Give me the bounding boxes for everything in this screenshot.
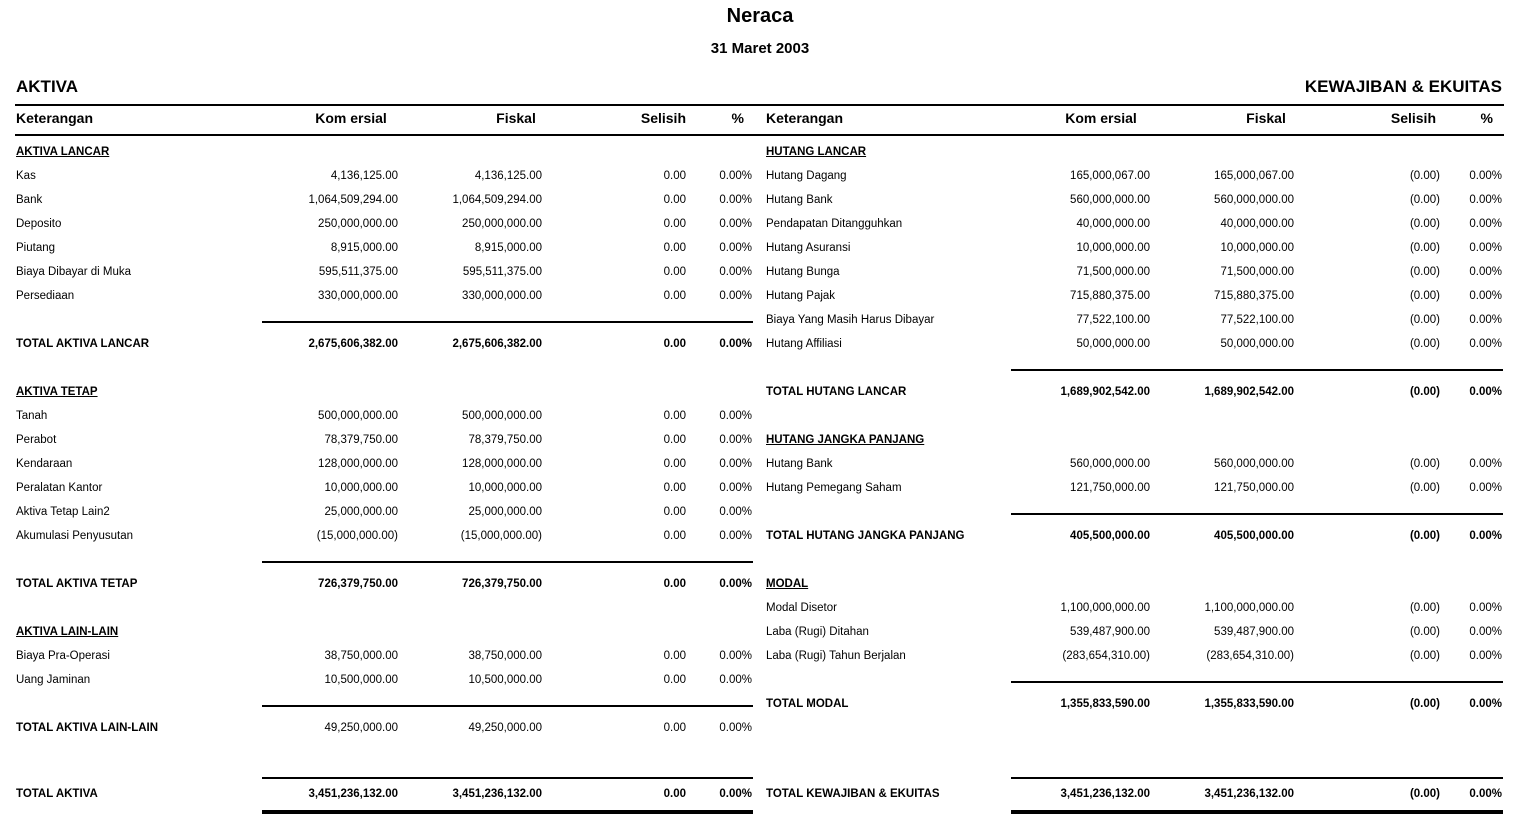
row-label: Uang Jaminan [16,674,91,686]
total-komersial: 726,379,750.00 [318,578,398,590]
total-fiskal: 405,500,000.00 [1214,530,1294,542]
row-label: Biaya Yang Masih Harus Dibayar [766,314,935,326]
table-row [16,648,756,672]
row-label: Hutang Bank [766,458,833,470]
subtotal-rule [1011,681,1503,683]
table-row [16,480,756,504]
table-row [766,264,1506,288]
row-komersial: 595,511,375.00 [318,266,398,278]
row-label: Kendaraan [16,458,73,470]
table-row [16,216,756,240]
row-fiskal: 71,500,000.00 [1220,266,1294,278]
total-fiskal: 1,689,902,542.00 [1204,386,1294,398]
col-header-keterangan: Keterangan [766,110,844,126]
row-persen: 0.00% [719,218,752,230]
row-selisih: 0.00 [663,434,686,446]
row-label: Tanah [16,410,48,422]
col-header-komersial: Kom ersial [315,110,387,126]
row-fiskal: 500,000,000.00 [462,410,542,422]
grand-total-rule [262,777,753,779]
row-selisih: 0.00 [663,458,686,470]
total-label: TOTAL AKTIVA LAIN-LAIN [16,722,159,734]
row-fiskal: (283,654,310.00) [1206,650,1294,662]
row-komersial: 1,064,509,294.00 [308,194,398,206]
row-selisih: 0.00 [663,506,686,518]
group-heading [16,144,756,168]
row-selisih: 0.00 [663,674,686,686]
total-persen: 0.00% [719,338,752,350]
total-persen: 0.00% [1469,386,1502,398]
row-selisih: 0.00 [663,410,686,422]
row-fiskal: 10,500,000.00 [468,674,542,686]
row-komersial: 539,487,900.00 [1070,626,1150,638]
grand-total-selisih: (0.00) [1409,788,1440,800]
row-fiskal: 78,379,750.00 [468,434,542,446]
group-heading [766,432,1506,456]
subtotal-rule [262,561,753,563]
total-fiskal: 49,250,000.00 [468,722,542,734]
row-selisih: 0.00 [663,290,686,302]
total-row [766,384,1506,408]
group-label: HUTANG JANGKA PANJANG [766,434,925,446]
row-persen: 0.00% [1469,266,1502,278]
grand-total-fiskal: 3,451,236,132.00 [452,788,542,800]
row-fiskal: 8,915,000.00 [474,242,542,254]
row-persen: 0.00% [719,530,752,542]
row-selisih: (0.00) [1409,218,1440,230]
row-fiskal: 165,000,067.00 [1214,170,1294,182]
row-fiskal: 330,000,000.00 [462,290,542,302]
table-row [16,408,756,432]
row-selisih: (0.00) [1409,242,1440,254]
row-komersial: 121,750,000.00 [1070,482,1150,494]
row-label: Hutang Bunga [766,266,840,278]
col-header-persen: % [731,110,744,126]
row-komersial: 500,000,000.00 [318,410,398,422]
row-label: Hutang Dagang [766,170,847,182]
group-heading [16,624,756,648]
table-row [766,648,1506,672]
section-title-aktiva: AKTIVA [16,77,79,96]
row-komersial: 71,500,000.00 [1076,266,1150,278]
row-label: Peralatan Kantor [16,482,103,494]
table-row [16,192,756,216]
total-label: TOTAL AKTIVA LANCAR [16,338,150,350]
row-persen: 0.00% [1469,458,1502,470]
row-label: Hutang Asuransi [766,242,851,254]
grand-total-komersial: 3,451,236,132.00 [1060,788,1150,800]
col-header-keterangan: Keterangan [16,110,94,126]
group-label: AKTIVA LAIN-LAIN [16,626,119,638]
table-row [16,504,756,528]
row-persen: 0.00% [719,194,752,206]
row-label: Akumulasi Penyusutan [16,530,133,542]
section-title-kewajiban-ekuitas: KEWAJIBAN & EKUITAS [1304,77,1502,96]
total-persen: 0.00% [719,578,752,590]
header-bottom-rule [15,134,1504,136]
subtotal-rule [1011,513,1503,515]
row-selisih: 0.00 [663,170,686,182]
grand-total-double-rule [262,810,753,814]
total-selisih: (0.00) [1409,530,1440,542]
row-fiskal: 560,000,000.00 [1214,194,1294,206]
row-komersial: (283,654,310.00) [1062,650,1150,662]
row-selisih: (0.00) [1409,650,1440,662]
row-fiskal: 38,750,000.00 [468,650,542,662]
row-fiskal: 1,100,000,000.00 [1204,602,1294,614]
total-selisih: (0.00) [1409,386,1440,398]
row-persen: 0.00% [719,674,752,686]
table-row [766,456,1506,480]
grand-total-label: TOTAL AKTIVA [16,788,98,800]
row-persen: 0.00% [1469,650,1502,662]
row-komersial: 40,000,000.00 [1076,218,1150,230]
row-komersial: 560,000,000.00 [1070,194,1150,206]
grand-total-fiskal: 3,451,236,132.00 [1204,788,1294,800]
row-fiskal: 250,000,000.00 [462,218,542,230]
row-fiskal: 121,750,000.00 [1214,482,1294,494]
total-selisih: 0.00 [663,722,686,734]
subtotal-rule [262,705,753,707]
row-selisih: 0.00 [663,530,686,542]
table-row [16,672,756,696]
grand-total-double-rule [1011,810,1503,814]
table-row [766,480,1506,504]
total-komersial: 1,689,902,542.00 [1060,386,1150,398]
row-fiskal: 128,000,000.00 [462,458,542,470]
row-persen: 0.00% [719,242,752,254]
table-row [16,240,756,264]
total-row [16,336,756,360]
total-komersial: 2,675,606,382.00 [308,338,398,350]
row-persen: 0.00% [719,482,752,494]
grand-total-selisih: 0.00 [663,788,686,800]
row-label: Hutang Bank [766,194,833,206]
row-selisih: 0.00 [663,650,686,662]
table-row [766,168,1506,192]
row-komersial: 1,100,000,000.00 [1060,602,1150,614]
row-label: Persediaan [16,290,75,302]
grand-total-label: TOTAL KEWAJIBAN & EKUITAS [766,788,940,800]
grand-total-persen: 0.00% [1469,788,1502,800]
group-heading [766,576,1506,600]
subtotal-rule [262,321,753,323]
row-persen: 0.00% [1469,626,1502,638]
row-selisih: (0.00) [1409,170,1440,182]
total-label: TOTAL AKTIVA TETAP [16,578,138,590]
total-fiskal: 2,675,606,382.00 [452,338,542,350]
row-selisih: (0.00) [1409,266,1440,278]
row-label: Pendapatan Ditangguhkan [766,218,903,230]
row-komersial: 78,379,750.00 [324,434,398,446]
row-persen: 0.00% [719,170,752,182]
table-row [16,264,756,288]
row-komersial: 560,000,000.00 [1070,458,1150,470]
row-selisih: 0.00 [663,218,686,230]
grand-total-row [766,786,1506,810]
grand-total-persen: 0.00% [719,788,752,800]
report-date: 31 Maret 2003 [710,40,810,57]
row-selisih: 0.00 [663,194,686,206]
row-komersial: 10,000,000.00 [1076,242,1150,254]
row-komersial: 330,000,000.00 [318,290,398,302]
row-komersial: 10,000,000.00 [324,482,398,494]
row-fiskal: 560,000,000.00 [1214,458,1294,470]
row-fiskal: 77,522,100.00 [1220,314,1294,326]
table-row [766,240,1506,264]
row-fiskal: 50,000,000.00 [1220,338,1294,350]
table-row [16,456,756,480]
group-heading [16,384,756,408]
table-row [766,288,1506,312]
row-label: Biaya Pra-Operasi [16,650,110,662]
row-fiskal: 1,064,509,294.00 [452,194,542,206]
row-label: Deposito [16,218,62,230]
row-fiskal: 10,000,000.00 [468,482,542,494]
row-label: Laba (Rugi) Ditahan [766,626,869,638]
row-fiskal: 595,511,375.00 [462,266,542,278]
row-persen: 0.00% [719,434,752,446]
row-label: Hutang Pemegang Saham [766,482,902,494]
row-label: Piutang [16,242,56,254]
row-label: Perabot [16,434,57,446]
col-header-persen: % [1480,110,1493,126]
row-persen: 0.00% [1469,194,1502,206]
row-komersial: 25,000,000.00 [324,506,398,518]
row-persen: 0.00% [1469,170,1502,182]
total-selisih: 0.00 [663,578,686,590]
row-persen: 0.00% [1469,218,1502,230]
table-row [16,288,756,312]
total-label: TOTAL MODAL [766,698,849,710]
row-selisih: (0.00) [1409,626,1440,638]
report-title: Neraca [726,5,794,27]
row-label: Modal Disetor [766,602,837,614]
total-row [16,576,756,600]
total-row [766,528,1506,552]
row-fiskal: 4,136,125.00 [474,170,542,182]
total-selisih: 0.00 [663,338,686,350]
row-fiskal: 25,000,000.00 [468,506,542,518]
table-row [16,432,756,456]
group-label: MODAL [766,578,809,590]
row-komersial: 128,000,000.00 [318,458,398,470]
row-persen: 0.00% [1469,602,1502,614]
table-row [16,168,756,192]
table-row [766,336,1506,360]
row-komersial: 250,000,000.00 [318,218,398,230]
total-persen: 0.00% [1469,698,1502,710]
row-label: Biaya Dibayar di Muka [16,266,132,278]
col-header-fiskal: Fiskal [1246,110,1286,126]
total-row [16,720,756,744]
table-row [16,528,756,552]
row-komersial: 715,880,375.00 [1070,290,1150,302]
row-label: Aktiva Tetap Lain2 [16,506,110,518]
row-fiskal: 40,000,000.00 [1220,218,1294,230]
row-selisih: (0.00) [1409,194,1440,206]
col-header-selisih: Selisih [640,110,686,126]
row-komersial: 38,750,000.00 [324,650,398,662]
group-label: AKTIVA LANCAR [16,146,110,158]
total-row [766,696,1506,720]
row-fiskal: 715,880,375.00 [1214,290,1294,302]
col-header-komersial: Kom ersial [1065,110,1137,126]
row-selisih: 0.00 [663,482,686,494]
total-persen: 0.00% [1469,530,1502,542]
row-persen: 0.00% [719,458,752,470]
grand-total-row [16,786,756,810]
row-komersial: 50,000,000.00 [1076,338,1150,350]
group-heading [766,144,1506,168]
row-selisih: (0.00) [1409,602,1440,614]
subtotal-rule [1011,369,1503,371]
row-label: Hutang Affiliasi [766,338,842,350]
row-komersial: 77,522,100.00 [1076,314,1150,326]
row-selisih: (0.00) [1409,458,1440,470]
row-persen: 0.00% [1469,338,1502,350]
row-fiskal: (15,000,000.00) [460,530,542,542]
row-komersial: 10,500,000.00 [324,674,398,686]
row-persen: 0.00% [719,650,752,662]
row-persen: 0.00% [719,410,752,422]
total-label: TOTAL HUTANG LANCAR [766,386,907,398]
table-row [766,312,1506,336]
group-label: AKTIVA TETAP [16,386,98,398]
row-selisih: 0.00 [663,242,686,254]
row-selisih: 0.00 [663,266,686,278]
row-komersial: (15,000,000.00) [316,530,398,542]
row-persen: 0.00% [719,506,752,518]
row-label: Hutang Pajak [766,290,836,302]
row-label: Bank [16,194,43,206]
table-row [766,600,1506,624]
col-header-selisih: Selisih [1390,110,1436,126]
grand-total-komersial: 3,451,236,132.00 [308,788,398,800]
header-top-rule [15,104,1504,106]
row-label: Kas [16,170,36,182]
row-persen: 0.00% [1469,314,1502,326]
row-label: Laba (Rugi) Tahun Berjalan [766,650,906,662]
total-fiskal: 726,379,750.00 [462,578,542,590]
total-fiskal: 1,355,833,590.00 [1204,698,1294,710]
row-komersial: 165,000,067.00 [1070,170,1150,182]
table-row [766,216,1506,240]
row-komersial: 8,915,000.00 [330,242,398,254]
row-persen: 0.00% [1469,290,1502,302]
total-label: TOTAL HUTANG JANGKA PANJANG [766,530,965,542]
row-fiskal: 539,487,900.00 [1214,626,1294,638]
row-selisih: (0.00) [1409,290,1440,302]
row-persen: 0.00% [719,266,752,278]
total-komersial: 49,250,000.00 [324,722,398,734]
total-komersial: 1,355,833,590.00 [1060,698,1150,710]
table-row [766,192,1506,216]
row-persen: 0.00% [719,290,752,302]
row-fiskal: 10,000,000.00 [1220,242,1294,254]
row-persen: 0.00% [1469,242,1502,254]
total-komersial: 405,500,000.00 [1070,530,1150,542]
table-row [766,624,1506,648]
group-label: HUTANG LANCAR [766,146,867,158]
total-persen: 0.00% [719,722,752,734]
row-selisih: (0.00) [1409,314,1440,326]
col-header-fiskal: Fiskal [496,110,536,126]
total-selisih: (0.00) [1409,698,1440,710]
row-selisih: (0.00) [1409,338,1440,350]
grand-total-rule [1011,777,1503,779]
row-persen: 0.00% [1469,482,1502,494]
row-komersial: 4,136,125.00 [330,170,398,182]
row-selisih: (0.00) [1409,482,1440,494]
